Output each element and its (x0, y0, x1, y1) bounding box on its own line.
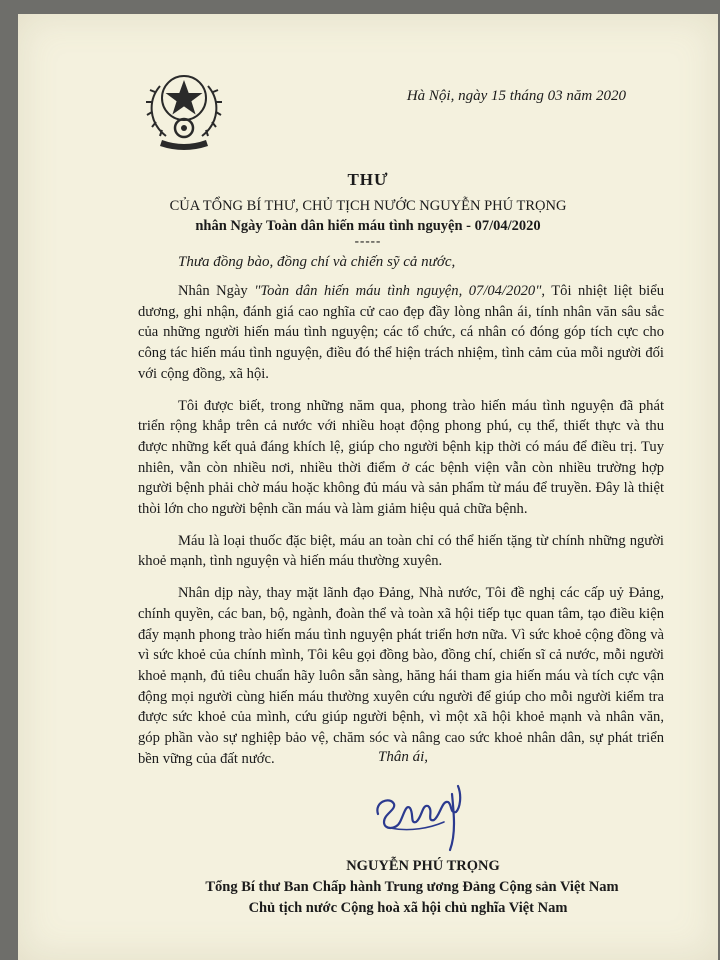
closing: Thân ái, (378, 749, 429, 765)
paragraph-3: Máu là loại thuốc đặc biệt, máu an toàn chỉ có thể hiến tặng từ chính những người khoẻ mạnh, tình nguyện và hiến máu thường xuyên. (138, 532, 664, 570)
signer-role-1: Tổng Bí thư Ban Chấp hành Trung ương Đảng Cộng sản Việt Nam (205, 879, 619, 895)
letter-subtitle: CỦA TỔNG BÍ THƯ, CHỦ TỊCH NƯỚC NGUYỄN PHÚ TRỌNG (169, 198, 567, 214)
letter-heading (18, 170, 718, 249)
national-emblem-icon (146, 62, 222, 150)
letter-body (138, 281, 664, 776)
letter-title: THƯ (347, 170, 389, 189)
paragraph-2: Tôi được biết, trong những năm qua, phong trào hiến máu tình nguyện đã phát triển rộng khắp trên cả nước với nhiều hoạt động phong phú, cụ thể, thiết thực và thu được những kết quả đáng khích lệ, giúp cho người bệnh kịp thời có máu để điều trị. Tuy nhiên, vẫn còn nhiều nơi, nhiều thời điểm ở các bệnh viện vẫn còn nhiều trường hợp người bệnh phải chờ máu hoặc không đủ máu và sản phẩm từ máu để truyền. Đây là thiệt thòi lớn cho người bệnh cần máu và làm giảm hiệu quả chữa bệnh. (138, 397, 664, 518)
signer-block (18, 856, 718, 919)
paragraph-1-prefix: Nhân Ngày (178, 283, 255, 299)
handwritten-signature (370, 774, 480, 854)
heading-separator: ----- (354, 233, 382, 248)
letter-date: Hà Nội, ngày 15 tháng 03 năm 2020 (406, 88, 626, 104)
letter-page (18, 14, 718, 960)
paragraph-1 (138, 281, 664, 385)
signer-name: NGUYỄN PHÚ TRỌNG (346, 858, 500, 874)
paragraph-1-rest: , Tôi nhiệt liệt biểu dương, ghi nhận, đánh giá cao nghĩa cử cao đẹp đầy lòng nhân ái, tính nhân văn sâu sắc của những người hiến máu tình nguyện; các tổ chức, cá nhân có đóng góp tích cực cho công tác hiến máu tình nguyện, điều đó thể hiện trách nhiệm, tình cảm của mỗi người đối với cộng đồng, xã hội. (138, 283, 664, 382)
letter-occasion: nhân Ngày Toàn dân hiến máu tình nguyện - 07/04/2020 (195, 218, 541, 234)
greeting: Thưa đồng bào, đồng chí và chiến sỹ cả nước, (178, 254, 456, 270)
paragraph-4: Nhân dịp này, thay mặt lãnh đạo Đảng, Nhà nước, Tôi đề nghị các cấp uỷ Đảng, chính quyền, các ban, bộ, ngành, đoàn thể và toàn xã hội tiếp tục quan tâm, tạo điều kiện đẩy mạnh phong trào hiến máu tình nguyện phát triển hơn nữa. Vì sức khoẻ cộng đồng và vì sức khoẻ của chính mình, Tôi kêu gọi đồng bào, đồng chí, chiến sĩ cả nước, mỗi người khoẻ mạnh, đủ tiêu chuẩn hãy luôn sẵn sàng, hăng hái tham gia hiến máu và tích cực vận động mọi người cùng hiến máu thường xuyên cứu người để giúp cho mỗi người kiểm tra được sức khoẻ của mình, cứu giúp người bệnh, vì một xã hội khoẻ mạnh và nhân văn, góp phần vào sự nghiệp bảo vệ, chăm sóc và nâng cao sức khoẻ nhân dân, sự phát triển bền vững của đất nước. (138, 585, 664, 767)
signer-role-2: Chủ tịch nước Cộng hoà xã hội chủ nghĩa Việt Nam (248, 900, 568, 916)
paragraph-1-emphasis: "Toàn dân hiến máu tình nguyện, 07/04/2020" (254, 283, 542, 299)
